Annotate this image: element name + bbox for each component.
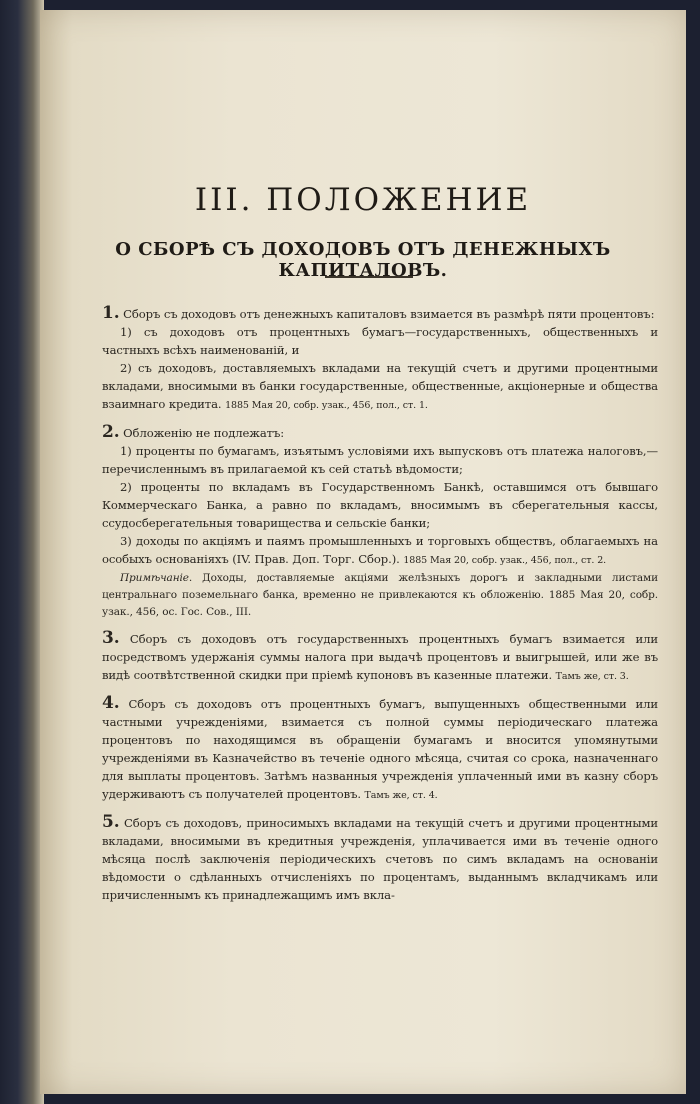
section-2-item-1: 1) проценты по бумагамъ, изъятымъ условіями ихъ выпусковъ отъ платежа налоговъ,—перечисленнымъ въ прилагаемой къ сей статьѣ вѣдомости; bbox=[102, 444, 658, 476]
section-1-lead bbox=[102, 304, 658, 323]
section-3-lead bbox=[102, 629, 658, 686]
title-divider bbox=[325, 276, 413, 278]
section-1 bbox=[102, 304, 658, 415]
item-text: 3) доходы по акціямъ и паямъ промышленныхъ и торговыхъ обществъ, облагаемыхъ на особыхъ основаніяхъ (IV. Прав. Доп. Торг. Сбор.). bbox=[102, 534, 658, 566]
section-1-item-2 bbox=[102, 359, 658, 415]
section-number: 1. bbox=[102, 303, 120, 323]
section-2-item-2: 2) проценты по вкладамъ въ Государственномъ Банкѣ, оставшимся отъ бывшаго Коммерческаго Банка, а равно по вкладамъ, вносимымъ въ сберегательныя кассы, ссудосберегательныя товарищества и сельскіе банки; bbox=[102, 480, 658, 530]
note-label: Примѣчаніе. bbox=[120, 572, 193, 584]
section-4 bbox=[102, 694, 658, 805]
section-number: 4. bbox=[102, 693, 120, 713]
section-2-item-3 bbox=[102, 532, 658, 570]
section-3 bbox=[102, 629, 658, 686]
section-number: 3. bbox=[102, 628, 120, 648]
citation: Тамъ же, ст. 4. bbox=[364, 790, 438, 801]
section-2-lead bbox=[102, 423, 658, 442]
section-1-item-1: 1) съ доходовъ отъ процентныхъ бумагъ—государственныхъ, общественныхъ и частныхъ всѣхъ наименованій, и bbox=[102, 325, 658, 357]
item-text: 2) съ доходовъ, доставляемыхъ вкладами на текущій счетъ и другими процентными вкладами, вносимыми въ банки государственные, общественные, акціонерные и общества взаимнаго кредита. bbox=[102, 361, 658, 411]
book-spine bbox=[0, 0, 44, 1104]
section-2-note bbox=[102, 570, 658, 621]
section-number: 2. bbox=[102, 422, 120, 442]
book-page bbox=[40, 10, 686, 1094]
note-text: Доходы, доставляемые акціями желѣзныхъ дорогъ и закладными листами центральнаго поземельнаго банка, временно не привлекаются къ обложенію. 1885 Мая 20, собр. узак., 456, ос. Гос. Сов., III. bbox=[102, 572, 658, 618]
section-text: Сборъ съ доходовъ отъ процентныхъ бумагъ, выпущенныхъ общественными или частными учрежденіями, взимается съ полной суммы періодическаго платежа процентовъ по находящимся въ обращеніи бумагамъ и вносится упомянутыми учрежденіями въ Казначейство въ теченіе одного мѣсяца, считая со срока, назначеннаго для выплаты процентовъ. Затѣмъ названныя учрежденія уплаченный ими въ казну сборъ удерживаютъ съ получателей процентовъ. bbox=[102, 697, 658, 801]
citation: Тамъ же, ст. 3. bbox=[555, 671, 629, 682]
section-5 bbox=[102, 813, 658, 904]
section-text: Сборъ съ доходовъ, приносимыхъ вкладами на текущій счетъ и другими процентными вкладами, вносимыми въ кредитныя учрежденія, уплачивается ими въ теченіе одного мѣсяца послѣ заключенія періодическихъ счетовъ по симъ вкладамъ на основаніи вѣдомости о сдѣланныхъ отчисленіяхъ по процентамъ, выданнымъ вкладчикамъ или причисленнымъ къ принадлежащимъ имъ вкла- bbox=[102, 816, 658, 902]
section-text: Сборъ съ доходовъ отъ денежныхъ капиталовъ взимается въ размѣрѣ пяти процентовъ: bbox=[123, 307, 655, 321]
section-number: 5. bbox=[102, 812, 120, 832]
page-subtitle: О СБОРѢ СЪ ДОХОДОВЪ ОТЪ ДЕНЕЖНЫХЪ КАПИТАЛОВЪ. bbox=[115, 239, 611, 281]
section-5-lead bbox=[102, 813, 658, 904]
section-4-lead bbox=[102, 694, 658, 805]
page-title: III. ПОЛОЖЕНИЕ bbox=[194, 182, 532, 218]
section-text: Обложенію не подлежатъ: bbox=[123, 426, 285, 440]
citation: 1885 Мая 20, собр. узак., 456, пол., ст. 2. bbox=[403, 555, 607, 566]
section-2 bbox=[102, 423, 658, 621]
page-body bbox=[102, 304, 658, 912]
section-text: Сборъ съ доходовъ отъ государственныхъ процентныхъ бумагъ взимается или посредствомъ удержанія суммы налога при выдачѣ процентовъ и выигрышей, или же въ видѣ соотвѣтственной скидки при пріемѣ купоновъ въ казенные платежи. bbox=[102, 632, 658, 682]
citation: 1885 Мая 20, собр. узак., 456, пол., ст. 1. bbox=[225, 400, 428, 411]
